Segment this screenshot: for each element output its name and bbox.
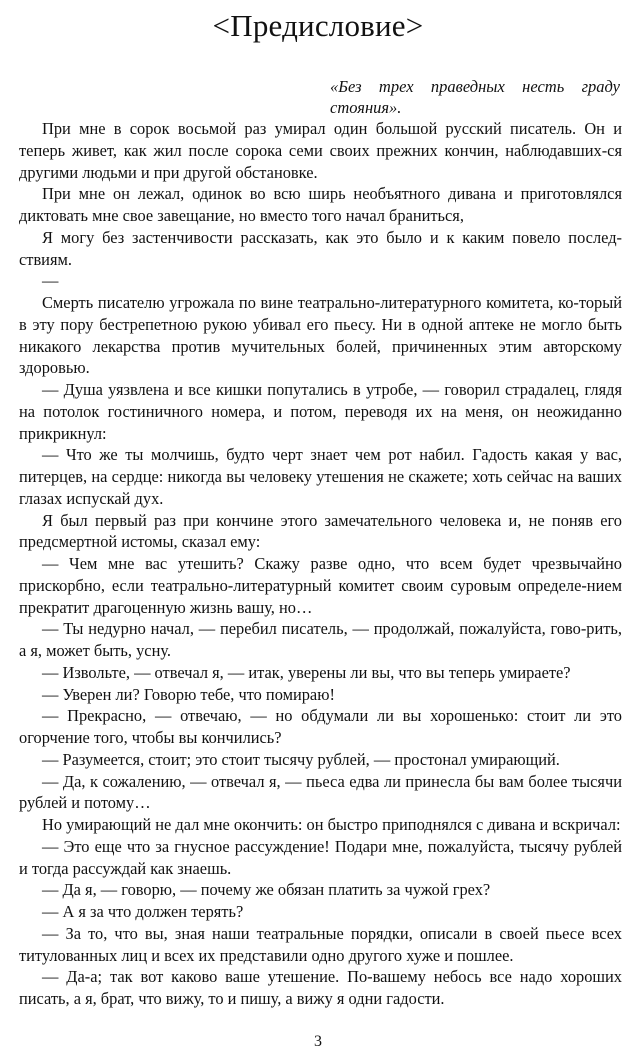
paragraph: — Душа уязвлена и все кишки попутались в утробе, — говорил страдалец, глядя на потолок гостиничного номера, и потом, переводя их на меня, он неожиданно прикрикнул: — [19, 380, 622, 443]
page-number: 3 — [314, 1033, 322, 1050]
chapter-title: <Предисловие> — [212, 8, 424, 43]
paragraph: — Ты недурно начал, — перебил писатель, — продолжай, пожалуйста, гово-рить, а я, может быть, усну. — [19, 619, 622, 660]
paragraph: — Да, к сожалению, — отвечал я, — пьеса едва ли принесла бы вам более тысячи рублей и потому… — [19, 771, 622, 813]
paragraph: Но умирающий не дал мне окончить: он быстро приподнялся с дивана и вскричал: — [42, 815, 621, 834]
paragraph: — Чем мне вас утешить? Скажу разве одно, что всем будет чрезвычайно прискорбно, если театрально-литературный комитет своим суровым определе-нием прекратит драгоценную жизнь вашу, но… — [19, 554, 622, 617]
paragraph: — Что же ты молчишь, будто черт знает чем рот набил. Гадость какая у вас, питерцев, на сердце: никогда вы человеку утешения не скажете; хоть сейчас на ваших глазах испускай дух. — [19, 445, 622, 508]
paragraph: При мне в сорок восьмой раз умирал один большой русский писатель. Он и теперь живет, как жил после сорока семи своих прежних кончин, наблюдавших-ся другими людьми и при другой обстановке. — [19, 119, 622, 182]
main-text — [19, 118, 622, 1010]
paragraph: — А я за что должен терять? — [42, 902, 244, 921]
paragraph: — — [42, 271, 59, 291]
paragraph: — Да-а; так вот каково ваше утешение. По-вашему небось все надо хороших писать, а я, брат, что вижу, то и пишу, а вижу я одни гадости. — [19, 967, 622, 1008]
paragraph: Смерть писателю угрожала по вине театрально-литературного комитета, ко-торый в эту пору бестрепетною рукою убивал его пьесу. Ни в одной аптеке не могло быть никакого лекарства против мучительных болей, причиненных этим авторскому здоровью. — [19, 293, 622, 378]
paragraph: — За то, что вы, зная наши театральные порядки, описали в своей пьесе всех титулованных лиц и всех их представили одно другого хуже и пошлее. — [19, 923, 622, 965]
paragraph: — Разумеется, стоит; это стоит тысячу рублей, — простонал умирающий. — [42, 749, 560, 769]
paragraph: — Уверен ли? Говорю тебе, что помираю! — [42, 684, 335, 704]
epigraph: «Без трех праведных несть граду стояния». — [330, 77, 620, 117]
paragraph: При мне он лежал, одинок во всю ширь необъятного дивана и приготовлялся диктовать мне свое завещание, но вместо того начал браниться, — [19, 184, 622, 225]
paragraph: — Да я, — говорю, — почему же обязан платить за чужой грех? — [42, 880, 491, 900]
paragraph: Я был первый раз при кончине этого замечательного человека и, не поняв его предсмертной истомы, сказал ему: — [19, 510, 622, 552]
paragraph: — Извольте, — отвечал я, — итак, уверены ли вы, что вы теперь умираете? — [42, 662, 571, 682]
paragraph: — Прекрасно, — отвечаю, — но обдумали ли вы хорошенько: стоит ли это огорчение того, чтобы вы кончились? — [19, 706, 622, 747]
paragraph: — Это еще что за гнусное рассуждение! Подари мне, пожалуйста, тысячу рублей и тогда рассуждай как знаешь. — [19, 836, 622, 878]
paragraph: Я могу без застенчивости рассказать, как это было и к каким повело послед-ствиям. — [19, 227, 622, 269]
